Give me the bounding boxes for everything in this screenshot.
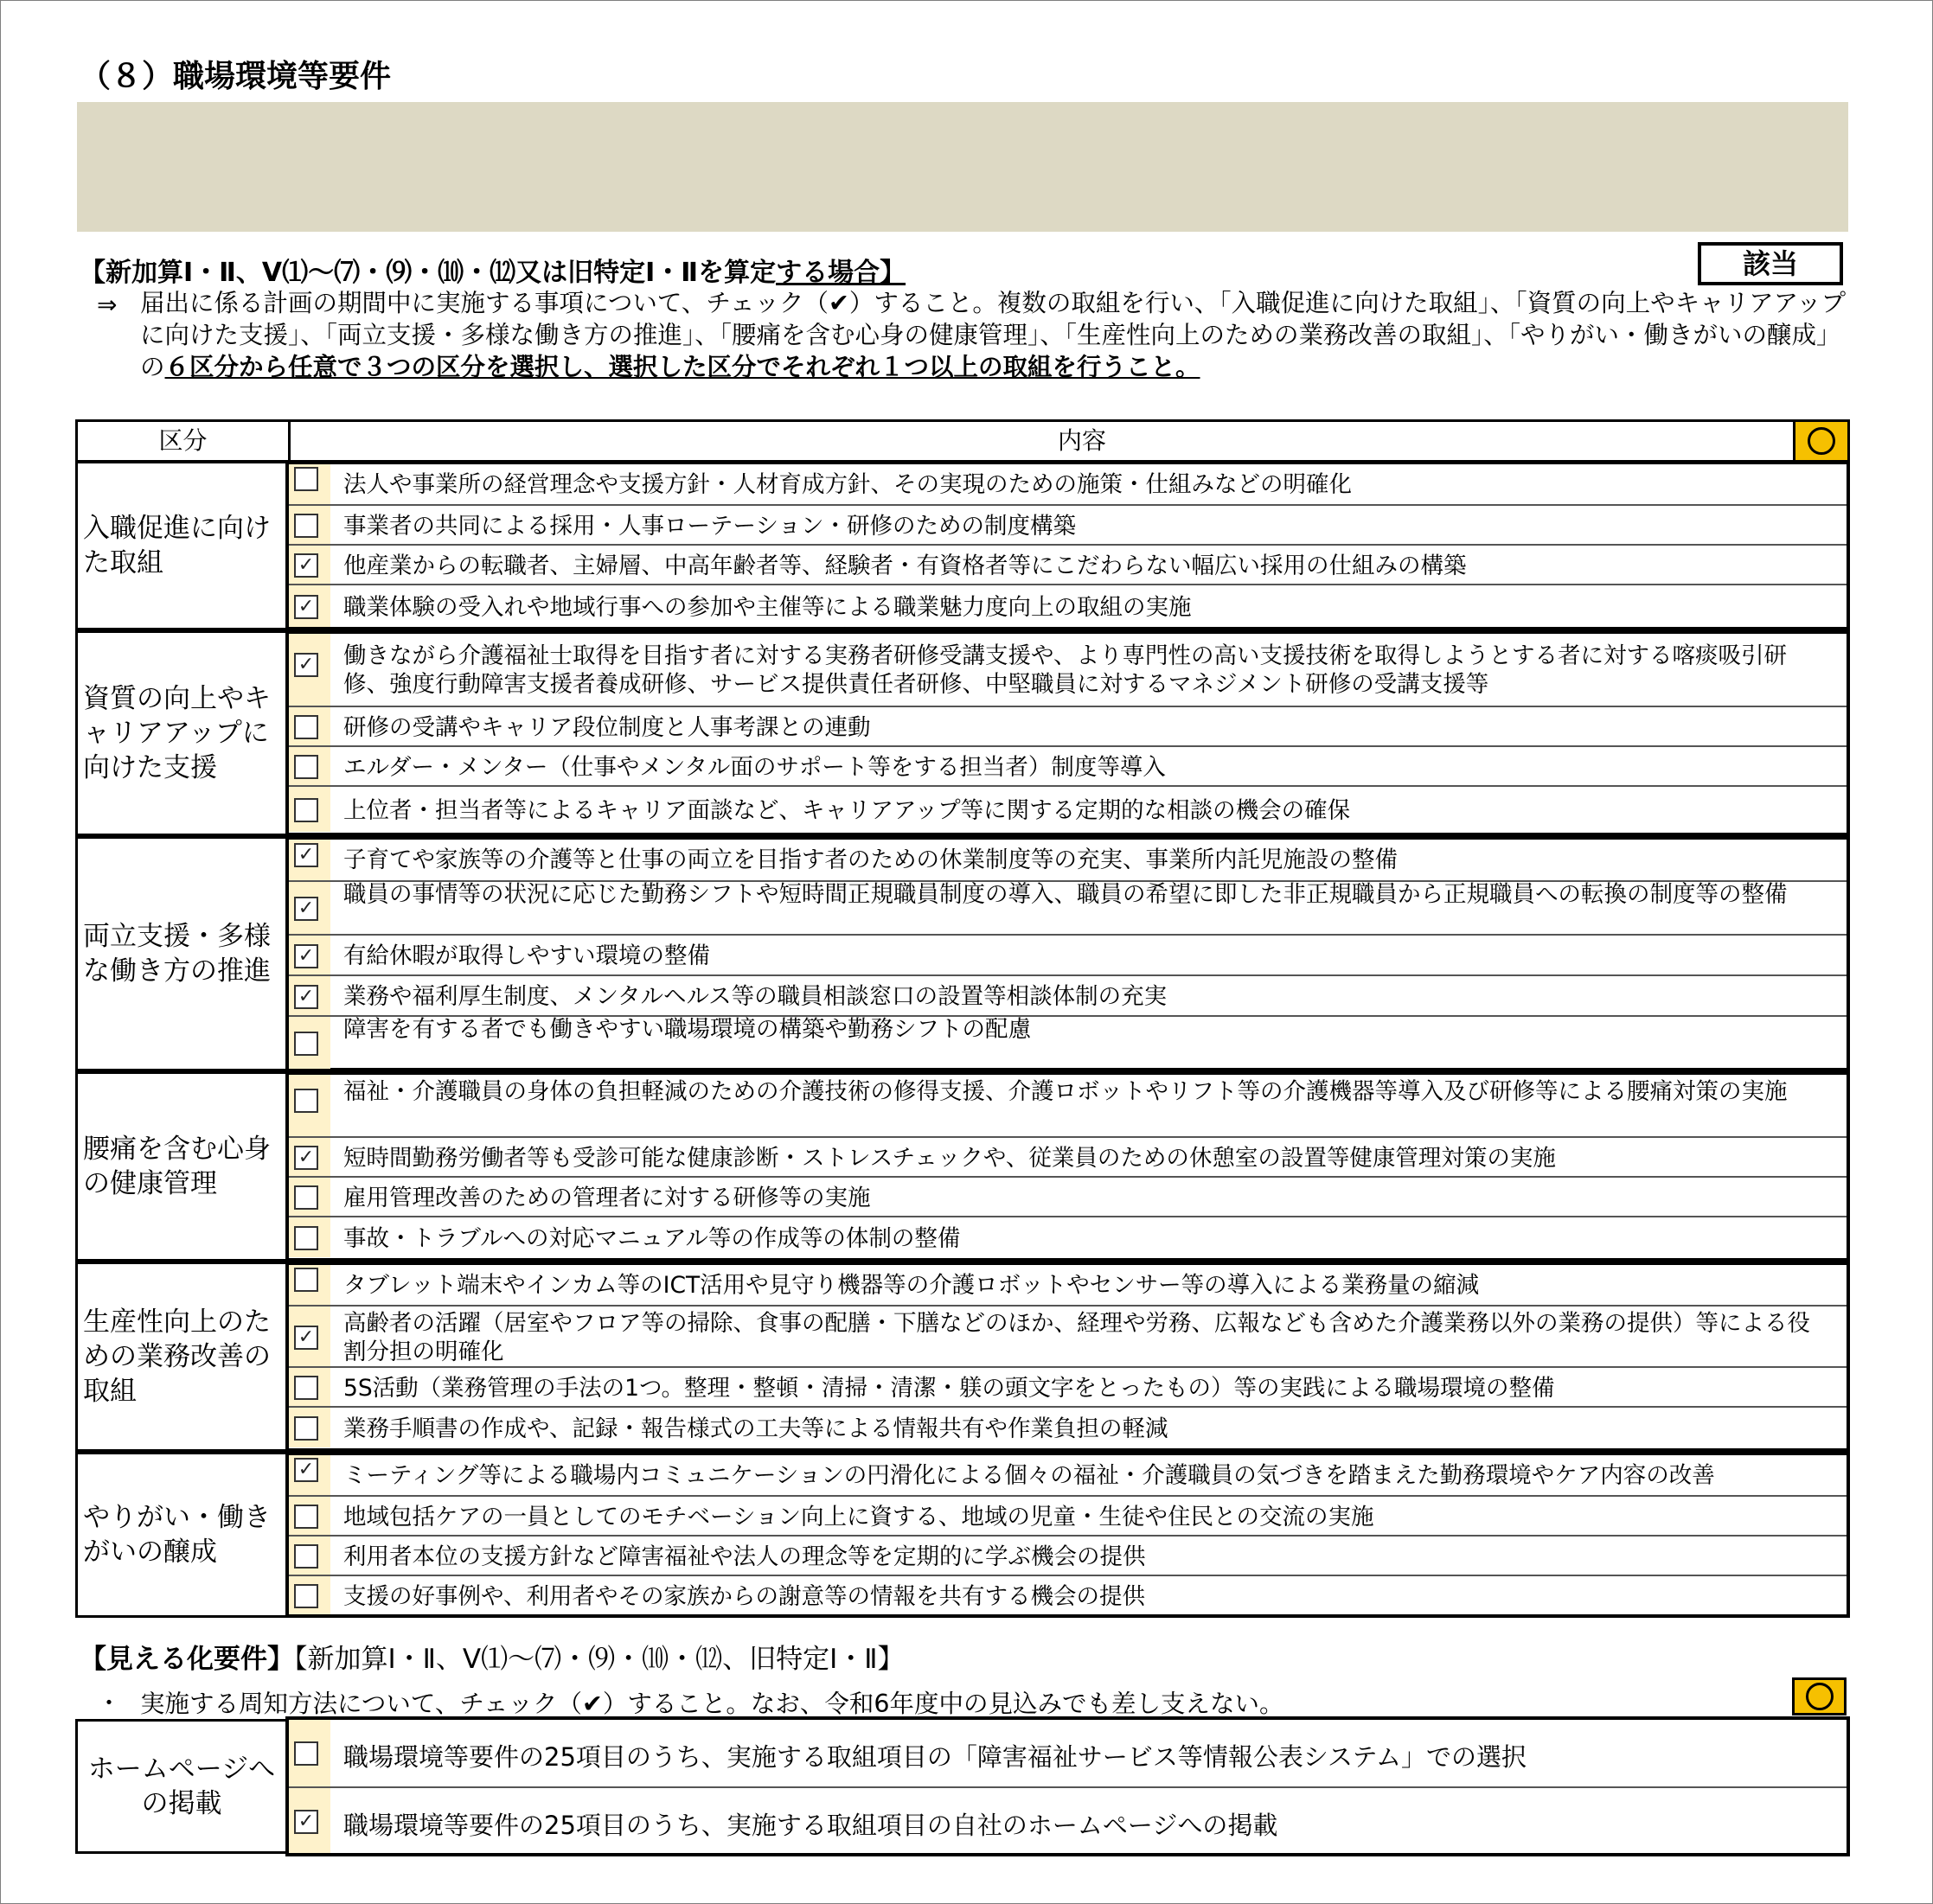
checkbox-cell: [289, 787, 330, 832]
checkbox[interactable]: ✓: [294, 1146, 318, 1170]
list-item: [289, 1535, 1847, 1575]
list-item: [289, 1015, 1847, 1069]
condition-prefix: 【新加算Ⅰ・Ⅱ、Ⅴ⑴～⑺・⑼・⑽・⑿又は旧特定Ⅰ・Ⅱを算定: [80, 258, 777, 288]
item-text: 地域包括ケアの一員としてのモチベーション向上に資する、地域の児童・生徒や住民との交流の実施: [343, 1504, 1374, 1530]
list-item: [289, 785, 1847, 832]
list-item: [289, 584, 1847, 627]
checkbox-cell: [289, 585, 330, 627]
item-text: 5S活動（業務管理の手法の1つ。整理・整頓・清掃・清潔・躾の頭文字をとったもの）等の実践による職場環境の整備: [343, 1375, 1555, 1402]
checkbox[interactable]: [294, 798, 318, 822]
bullet-icon: ・: [97, 1689, 122, 1717]
checkbox-cell: [289, 464, 330, 504]
item-text: 有給休暇が取得しやすい環境の整備: [343, 942, 710, 969]
list-item: [289, 1786, 1847, 1853]
checkbox-cell: [289, 1178, 330, 1216]
checkbox-cell: [289, 1576, 330, 1614]
checkbox-cell: [289, 1138, 330, 1176]
checkbox[interactable]: [294, 1544, 318, 1569]
category-label: 生産性向上のための業務改善の取組: [83, 1307, 271, 1407]
list-item: [289, 1136, 1847, 1176]
item-text: 職員の事情等の状況に応じた勤務シフトや短時間正規職員制度の導入、職員の希望に即した非正規職員から正規職員への転換の制度等の整備: [343, 881, 1788, 908]
item-text: 短時間勤務労働者等も受診可能な健康診断・ストレスチェックや、従業員のための休憩室の設置等健康管理対策の実施: [343, 1145, 1556, 1172]
condition-heading: [80, 251, 906, 289]
checkbox-cell: [289, 1265, 330, 1305]
checkbox-cell: [289, 634, 330, 706]
list-item: [289, 1720, 1847, 1786]
list-item: [289, 1406, 1847, 1447]
item-text: 福祉・介護職員の身体の負担軽減のための介護技術の修得支援、介護ロボットやリフト等の介護機器等導入及び研修等による腰痛対策の実施: [343, 1078, 1788, 1105]
list-item: [289, 464, 1847, 504]
checkbox-cell: [289, 936, 330, 974]
category-label: 両立支援・多様な働き方の推進: [83, 921, 271, 987]
item-text: 事故・トラブルへの対応マニュアル等の作成等の体制の整備: [343, 1225, 961, 1252]
item-text: 研修の受講やキャリア段位制度と人事考課との連動: [343, 714, 871, 741]
checkbox[interactable]: ✓: [294, 1810, 318, 1834]
checkbox-cell: [289, 546, 330, 584]
mieruka-items: [285, 1716, 1850, 1856]
checkbox[interactable]: ✓: [294, 897, 318, 921]
checkbox-cell: [289, 840, 330, 880]
checkbox-cell: [289, 707, 330, 745]
list-item: [289, 1366, 1847, 1406]
checkbox[interactable]: [294, 514, 318, 538]
item-text: 子育てや家族等の介護等と仕事の両立を目指す者のための休業制度等の充実、事業所内託児施設の整備: [343, 847, 1398, 873]
checkbox[interactable]: [294, 1376, 318, 1400]
item-text: エルダー・メンター（仕事やメンタル面のサポート等をする担当者）制度等導入: [343, 754, 1166, 781]
mieruka-title: [80, 1637, 905, 1676]
checkbox[interactable]: ✓: [294, 985, 318, 1009]
item-text: 高齢者の活躍（居室やフロア等の掃除、食事の配膳・下膳などのほか、経理や労務、広報なども含めた介護業務以外の業務の提供）等による役割分担の明確化: [343, 1310, 1810, 1365]
checkbox-cell: [289, 976, 330, 1015]
item-text: 職業体験の受入れや地域行事への参加や主催等による職業魅力度向上の取組の実施: [343, 594, 1192, 621]
item-text: 職場環境等要件の25項目のうち、実施する取組項目の「障害福祉サービス等情報公表システム」での選択: [343, 1742, 1527, 1772]
checkbox-cell: [289, 1788, 330, 1853]
list-item: [289, 1495, 1847, 1535]
mieruka-category: ホームページへの掲載: [75, 1719, 288, 1854]
list-item: [289, 1265, 1847, 1305]
category-cell: [75, 1071, 288, 1262]
list-item: [289, 1575, 1847, 1614]
list-item: [289, 706, 1847, 745]
checkbox[interactable]: ✓: [294, 1326, 318, 1350]
checkbox[interactable]: [294, 1741, 318, 1766]
mieruka-title-bold: 【見える化要件】: [80, 1644, 294, 1675]
item-text: 利用者本位の支援方針など障害福祉や法人の理念等を定期的に学ぶ機会の提供: [343, 1543, 1146, 1570]
arrow-icon: ⇒: [97, 291, 118, 319]
checkbox-cell: [289, 1075, 330, 1136]
checkbox-cell: [289, 1537, 330, 1575]
instruction-body: 届出に係る計画の期間中に実施する事項について、チェック（✔）すること。複数の取組を行い、「入職促進に向けた取組」、「資質の向上やキャリアアップに向けた支援」、「両立支援・多様な働き方の推進」、「腰痛を含む心身の健康管理」、「生産性向上のための業務改善の取組」、「やりがい・働きがいの醸成」の: [140, 289, 1847, 381]
condition-suffix: する場合】: [776, 258, 906, 288]
checkbox[interactable]: [294, 1416, 318, 1441]
checkbox[interactable]: [294, 1505, 318, 1529]
item-text: 業務手順書の作成や、記録・報告様式の工夫等による情報共有や作業負担の軽減: [343, 1415, 1168, 1442]
item-text: 事業者の共同による採用・人事ローテーション・研修のための制度構築: [343, 513, 1076, 540]
header-content: 内容: [1057, 426, 1106, 455]
header-mark-cell[interactable]: [1793, 422, 1847, 460]
checkbox-cell: [289, 1307, 330, 1366]
circle-mark-icon: [1808, 427, 1835, 455]
list-item: [289, 880, 1847, 934]
category-items: [285, 461, 1850, 630]
checkbox[interactable]: [294, 1089, 318, 1113]
checkbox[interactable]: [294, 1584, 318, 1608]
checkbox-cell: [289, 1217, 330, 1257]
checkbox[interactable]: [294, 715, 318, 739]
category-cell: [75, 461, 288, 630]
applicable-badge: 該当: [1698, 242, 1843, 285]
category-label: やりがい・働きがいの醸成: [83, 1502, 271, 1568]
list-item: [289, 544, 1847, 584]
list-item: [289, 504, 1847, 544]
list-item: [289, 934, 1847, 974]
category-items: [285, 1071, 1850, 1262]
section-title: （８）職場環境等要件: [80, 59, 392, 94]
item-text: 法人や事業所の経営理念や支援方針・人材育成方針、その実現のための施策・仕組みなどの明確化: [343, 471, 1352, 498]
category-cell: [75, 630, 288, 836]
list-item: [289, 634, 1847, 706]
checkbox[interactable]: ✓: [294, 653, 318, 677]
checkbox-cell: [289, 506, 330, 544]
category-items: [285, 1262, 1850, 1452]
item-text: 他産業からの転職者、主婦層、中高年齢者等、経験者・有資格者等にこだわらない幅広い採用の仕組みの構築: [343, 553, 1467, 579]
item-text: 働きながら介護福祉士取得を目指す者に対する実務者研修受講支援や、より専門性の高い支援技術を取得しようとする者に対する喀痰吸引研修、強度行動障害支援者養成研修、サービス提供責任者研修、中堅職員に対するマネジメント研修の受講支援等: [343, 642, 1787, 698]
checkbox[interactable]: [294, 1032, 318, 1056]
category-cell: [75, 836, 288, 1071]
list-item: [289, 1216, 1847, 1257]
checkbox[interactable]: [294, 467, 318, 491]
item-text: ミーティング等による職場内コミュニケーションの円滑化による個々の福祉・介護職員の気づきを踏まえた勤務環境やケア内容の改善: [343, 1462, 1715, 1489]
checkbox-cell: [289, 1368, 330, 1406]
category-cell: [75, 1452, 288, 1618]
checkbox-cell: [289, 1017, 330, 1069]
header-category: 区分: [158, 426, 208, 455]
checkbox[interactable]: ✓: [294, 553, 318, 578]
category-label: 腰痛を含む心身の健康管理: [83, 1134, 271, 1199]
checkbox[interactable]: ✓: [294, 944, 318, 968]
list-item: [289, 1455, 1847, 1495]
checkbox-cell: [289, 747, 330, 785]
list-item: [289, 1176, 1847, 1216]
item-text: 支援の好事例や、利用者やその家族からの謝意等の情報を共有する機会の提供: [343, 1583, 1145, 1610]
circle-mark-icon: [1806, 1683, 1834, 1710]
checkbox-cell: [289, 1408, 330, 1447]
list-item: [289, 974, 1847, 1015]
instruction-emphasis: ６区分から任意で３つの区分を選択し、選択した区分でそれぞれ１つ以上の取組を行うこと。: [164, 353, 1200, 381]
item-text: 職場環境等要件の25項目のうち、実施する取組項目の自社のホームページへの掲載: [343, 1811, 1278, 1840]
item-text: 雇用管理改善のための管理者に対する研修等の実施: [343, 1185, 871, 1211]
requirements-table: [75, 419, 1850, 1613]
list-item: [289, 745, 1847, 785]
list-item: [289, 840, 1847, 880]
checkbox-cell: [289, 1720, 330, 1786]
item-text: 上位者・担当者等によるキャリア面談など、キャリアアップ等に関する定期的な相談の機会の確保: [343, 797, 1351, 824]
list-item: [289, 1075, 1847, 1136]
category-items: [285, 1452, 1850, 1618]
item-text: 業務や福利厚生制度、メンタルヘルス等の職員相談窓口の設置等相談体制の充実: [343, 983, 1168, 1010]
checkbox[interactable]: [294, 755, 318, 779]
checkbox[interactable]: [294, 1268, 318, 1292]
category-items: [285, 836, 1850, 1071]
instruction-text: [140, 287, 1861, 383]
category-label: 資質の向上やキャリアアップに向けた支援: [83, 683, 271, 783]
checkbox[interactable]: ✓: [294, 595, 318, 619]
item-text: タブレット端末やインカム等のICT活用や見守り機器等の介護ロボットやセンサー等の導入による業務量の縮減: [343, 1272, 1480, 1299]
item-text: 障害を有する者でも働きやすい職場環境の構築や勤務シフトの配慮: [343, 1016, 1031, 1043]
list-item: [289, 1305, 1847, 1366]
banner-band: [77, 102, 1848, 232]
checkbox-cell: [289, 1497, 330, 1535]
mieruka-title-rest: 【新加算Ⅰ・Ⅱ、Ⅴ⑴～⑺・⑼・⑽・⑿、旧特定Ⅰ・Ⅱ】: [294, 1644, 905, 1675]
checkbox[interactable]: [294, 1226, 318, 1250]
checkbox-cell: [289, 882, 330, 934]
category-label: 入職促進に向けた取組: [83, 513, 271, 578]
mieruka-instruction: 実施する周知方法について、チェック（✔）すること。なお、令和6年度中の見込みでも差し支えない。: [140, 1690, 1284, 1718]
category-cell: [75, 1262, 288, 1452]
checkbox[interactable]: ✓: [294, 1458, 318, 1482]
category-items: [285, 630, 1850, 836]
mieruka-mark-cell[interactable]: [1792, 1677, 1847, 1716]
checkbox[interactable]: [294, 1185, 318, 1210]
checkbox-cell: [289, 1455, 330, 1495]
table-header: [75, 419, 1850, 463]
checkbox[interactable]: ✓: [294, 843, 318, 867]
